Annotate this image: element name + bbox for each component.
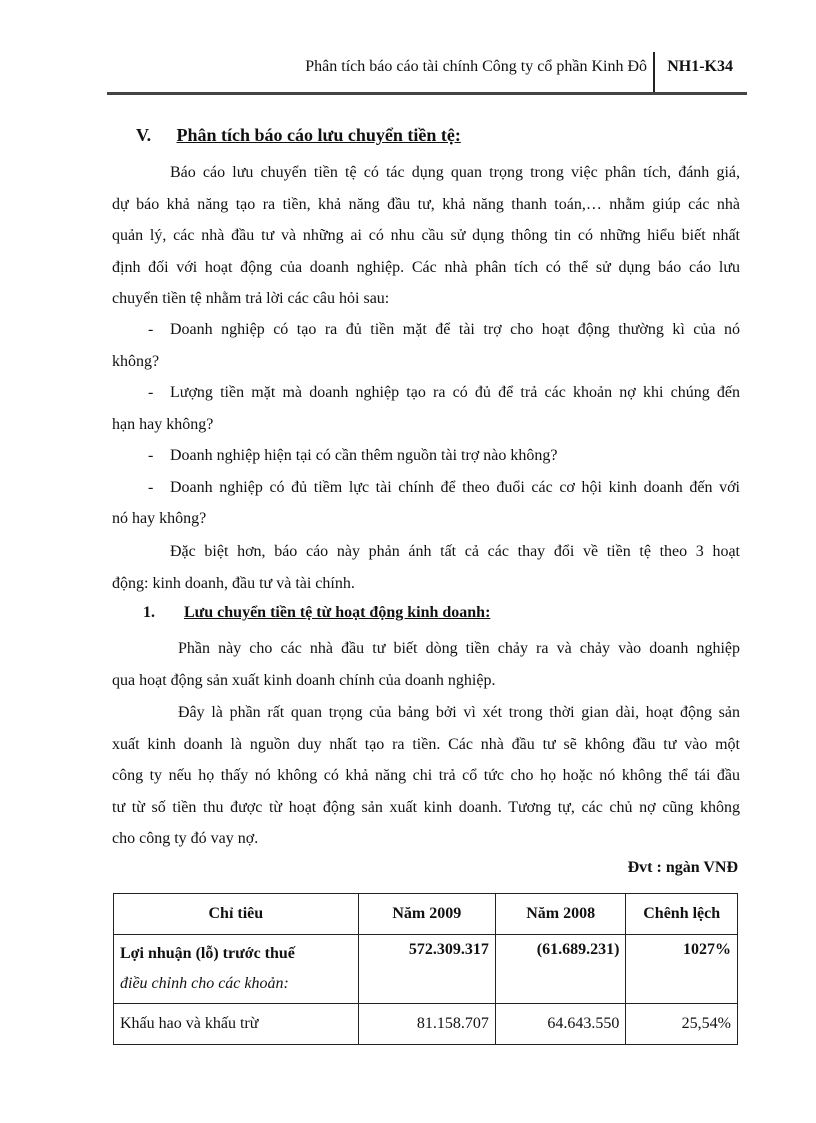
table-header-cell: Chỉ tiêu bbox=[114, 894, 359, 935]
table-cell: 64.643.550 bbox=[495, 1004, 625, 1045]
section-number: V. bbox=[136, 125, 152, 145]
table-header-cell: Năm 2008 bbox=[495, 894, 625, 935]
unit-label: Đvt : ngàn VNĐ bbox=[627, 859, 738, 876]
subsection-heading bbox=[143, 604, 490, 622]
table-header-row bbox=[114, 894, 738, 935]
subsection-title: Lưu chuyển tiền tệ từ hoạt động kinh doanh: bbox=[184, 604, 491, 621]
text-line: công ty nếu họ thấy nó không có khả năng chi trả cổ tức cho họ hoặc nó không thể tái đầu bbox=[112, 767, 740, 784]
bullet-mark: - bbox=[148, 478, 154, 496]
bullet-item-line bbox=[112, 314, 740, 346]
row-label: Lợi nhuận (lỗ) trước thuế bbox=[120, 945, 295, 962]
text-line: động: kinh doanh, đầu tư và tài chính. bbox=[112, 574, 355, 592]
table-cell: 81.158.707 bbox=[358, 1004, 495, 1045]
text-line: qua hoạt động sản xuất kinh doanh chính của doanh nghiệp. bbox=[112, 671, 496, 689]
bullet-item-line: không? bbox=[112, 352, 160, 370]
table-cell: (61.689.231) bbox=[495, 935, 625, 1004]
text-line: chuyển tiền tệ nhằm trả lời các câu hỏi sau: bbox=[112, 290, 390, 307]
bullet-mark: - bbox=[148, 321, 154, 338]
text-line: dự báo khả năng tạo ra tiền, khả năng đầu tư, khả năng thanh toán,… nhằm giúp các nhà bbox=[112, 195, 740, 213]
header-divider bbox=[653, 52, 655, 92]
table-row bbox=[114, 1004, 738, 1045]
table-cell-label: Khấu hao và khấu trừ bbox=[114, 1004, 359, 1045]
text-line: định đối với hoạt động của doanh nghiệp. Các nhà phân tích có thể sử dụng báo cáo lưu bbox=[112, 258, 740, 276]
text-line: xuất kinh doanh là nguồn duy nhất tạo ra tiền. Các nhà đầu tư sẽ không đầu tư vào một bbox=[112, 735, 740, 753]
header-rule bbox=[107, 92, 747, 95]
text-line: Đặc biệt hơn, báo cáo này phản ánh tất cả các thay đổi về tiền tệ theo 3 hoạt bbox=[170, 543, 740, 560]
intro-paragraph bbox=[112, 157, 740, 315]
page-header bbox=[107, 52, 747, 94]
table-row bbox=[114, 935, 738, 1004]
bullet-item-line bbox=[112, 472, 740, 504]
bullet-item-line: hạn hay không? bbox=[112, 415, 214, 433]
row-sublabel: điều chỉnh cho các khoản: bbox=[120, 975, 289, 992]
section-title: Phân tích báo cáo lưu chuyển tiền tệ: bbox=[176, 125, 461, 145]
text-line: cho công ty đó vay nợ. bbox=[112, 830, 259, 847]
table-cell: 25,54% bbox=[626, 1004, 738, 1045]
text-line: tư từ số tiền thu được từ hoạt động sản xuất kinh doanh. Tương tự, các chủ nợ cũng không bbox=[112, 798, 740, 816]
table-header-cell: Chênh lệch bbox=[626, 894, 738, 935]
text-line: Phần này cho các nhà đầu tư biết dòng tiền chảy ra và chảy vào doanh nghiệp bbox=[178, 640, 740, 657]
header-title: Phân tích báo cáo tài chính Công ty cổ phần Kinh Đô bbox=[305, 58, 647, 75]
text-line: Báo cáo lưu chuyển tiền tệ có tác dụng quan trọng trong việc phân tích, đánh giá, bbox=[170, 164, 740, 181]
bullet-item-line bbox=[112, 440, 740, 472]
bullet-mark: - bbox=[148, 384, 154, 401]
bullet-list bbox=[112, 314, 740, 535]
bullet-item-line bbox=[112, 377, 740, 409]
subsection-number: 1. bbox=[143, 604, 155, 621]
table-cell-label bbox=[114, 935, 359, 1004]
bullet-item-line: nó hay không? bbox=[112, 510, 207, 527]
sub-paragraph-2 bbox=[112, 697, 740, 855]
bullet-mark: - bbox=[148, 447, 154, 464]
bullet-text: Lượng tiền mặt mà doanh nghiệp tạo ra có đủ để trả các khoản nợ khi chúng đến bbox=[170, 384, 740, 401]
bullet-text: Doanh nghiệp có tạo ra đủ tiền mặt để tài trợ cho hoạt động thường kì của nó bbox=[170, 321, 740, 338]
bullet-text: Doanh nghiệp hiện tại có cần thêm nguồn tài trợ nào không? bbox=[170, 447, 558, 464]
bullet-text: Doanh nghiệp có đủ tiềm lực tài chính để theo đuổi các cơ hội kinh doanh đến với bbox=[170, 478, 740, 496]
cashflow-table bbox=[113, 893, 738, 1045]
sub-paragraph-1 bbox=[112, 633, 740, 696]
table-cell: 572.309.317 bbox=[358, 935, 495, 1004]
table-cell: 1027% bbox=[626, 935, 738, 1004]
special-paragraph bbox=[112, 536, 740, 599]
header-code: NH1-K34 bbox=[667, 58, 733, 75]
text-line: Đây là phần rất quan trọng của bảng bởi vì xét trong thời gian dài, hoạt động sản bbox=[178, 704, 740, 721]
table-header-cell: Năm 2009 bbox=[358, 894, 495, 935]
section-heading bbox=[136, 125, 461, 146]
text-line: quản lý, các nhà đầu tư và những ai có nhu cầu sử dụng thông tin có những hiểu biết nhất bbox=[112, 227, 740, 244]
